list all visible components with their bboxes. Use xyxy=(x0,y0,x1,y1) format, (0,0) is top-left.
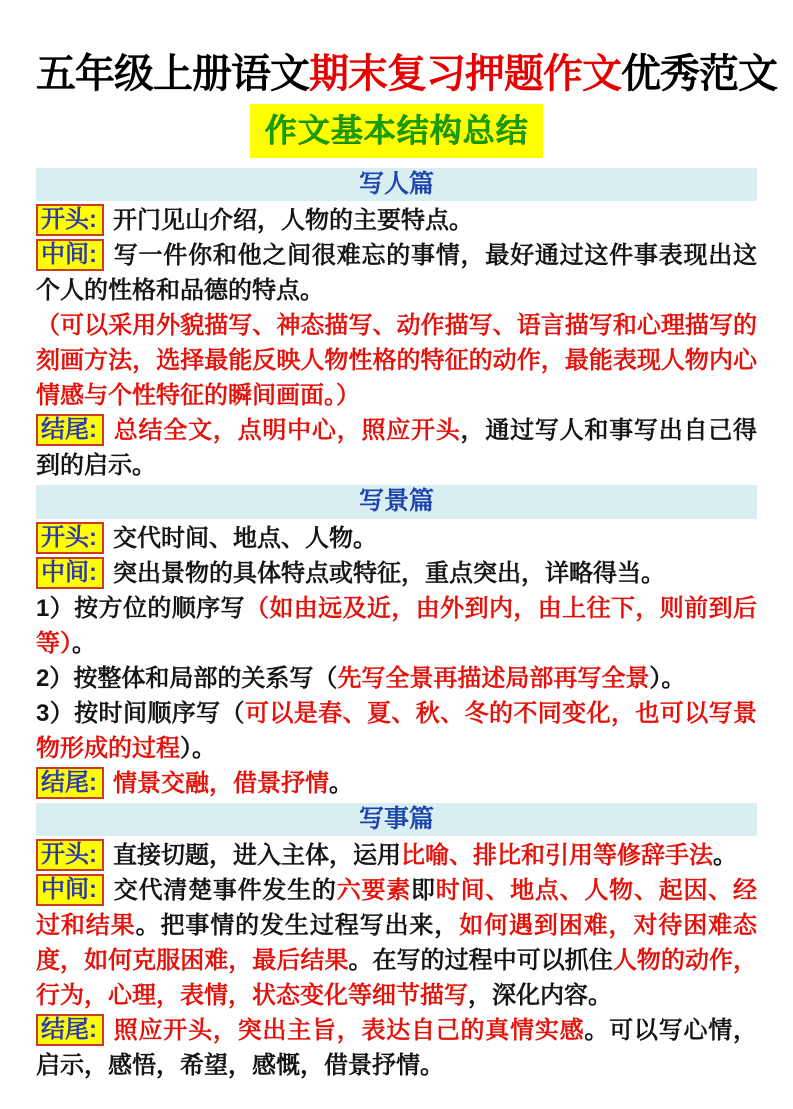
text-segment: （可以采用外貌描写、神态描写、动作描写、语言描写和心理描写的刻画方法，选择最能反映人物性格的特征的动作，最能表现人物内心情感与个性特征的瞬间画面。） xyxy=(36,312,757,410)
paragraph xyxy=(36,521,757,556)
text-segment: 1）按方位的顺序写 xyxy=(36,594,245,622)
paragraph xyxy=(36,413,757,483)
label-badge: 结尾: xyxy=(36,767,104,799)
text-segment: 突出景物的具体特点或特征，重点突出，详略得当。 xyxy=(113,559,665,587)
title-segment: 期末复习押题作文 xyxy=(309,51,621,96)
label-badge: 结尾: xyxy=(36,1014,104,1046)
text-segment: 交代清楚事件发生的 xyxy=(113,877,337,905)
text-segment: 写一件你和他之间很难忘的事情，最好通过这件事表现出这个人的性格和品德的特点。 xyxy=(36,242,757,305)
paragraph xyxy=(36,308,757,413)
paragraph xyxy=(36,838,757,873)
text-segment: 3）按时间顺序写（ xyxy=(36,699,245,727)
paragraph xyxy=(36,873,757,1013)
text-segment: ，通过写人和事写出自己得到的启示。 xyxy=(36,417,758,480)
section-writing-scenery xyxy=(36,485,757,801)
paragraph xyxy=(36,766,757,801)
text-segment: 照应开头，突出主旨，表达自己的真情实感 xyxy=(113,1017,585,1045)
paragraph xyxy=(36,556,757,591)
text-segment: 。把事情的发生过程写出来， xyxy=(135,912,460,940)
text-segment: 人物的动作，行为，心理，表情，状态变化等细节描写 xyxy=(36,947,758,1010)
text-segment: 。 xyxy=(72,629,96,657)
label-badge: 开头: xyxy=(36,204,104,236)
text-segment: 即 xyxy=(411,877,436,905)
text-segment: ，深化内容。 xyxy=(468,982,612,1010)
title-segment: 五年级上册语文 xyxy=(36,51,309,96)
text-segment: 。可以写心情，启示，感悟，希望，感慨，借景抒情。 xyxy=(36,1017,758,1080)
text-segment: 情景交融，借景抒情 xyxy=(113,769,329,797)
text-segment: 如何遇到困难，对待困难态度，如何克服困难，最后结果 xyxy=(36,912,758,975)
page-title xyxy=(36,0,777,98)
text-segment: 。在写的过程中可以抓住 xyxy=(348,947,613,975)
label-badge: 结尾: xyxy=(36,414,104,446)
text-segment: 。 xyxy=(713,842,737,870)
label-badge: 中间: xyxy=(36,557,104,589)
text-segment: ）。 xyxy=(180,734,216,762)
subtitle-wrap xyxy=(36,104,757,158)
text-segment: 2）按整体和局部的关系写（ xyxy=(36,664,338,692)
text-segment: 。 xyxy=(329,769,353,797)
section-header: 写人篇 xyxy=(36,168,757,202)
section-writing-people xyxy=(36,168,757,484)
paragraph xyxy=(36,696,757,766)
text-segment: 先写全景再描述局部再写全景 xyxy=(337,664,650,692)
label-badge: 开头: xyxy=(36,839,104,871)
text-segment: 直接切题，进入主体，运用 xyxy=(113,842,401,870)
section-header: 写事篇 xyxy=(36,803,757,837)
text-segment: 总结全文，点明中心，照应开头 xyxy=(113,417,461,445)
text-segment: 交代时间、地点、人物。 xyxy=(113,524,377,552)
section-writing-events xyxy=(36,803,757,1084)
paragraph xyxy=(36,238,757,308)
label-badge: 开头: xyxy=(36,522,104,554)
paragraph xyxy=(36,661,757,696)
text-segment: 时间、地点、人物、起因、经过和结果 xyxy=(36,877,758,940)
label-badge: 中间: xyxy=(36,874,104,906)
text-segment: 开门见山介绍，人物的主要特点。 xyxy=(113,207,473,235)
paragraph xyxy=(36,203,757,238)
sections-container xyxy=(36,168,757,1084)
page-subtitle: 作文基本结构总结 xyxy=(250,104,542,158)
text-segment: 比喻、排比和引用等修辞手法 xyxy=(401,842,713,870)
title-segment: 优秀范文 xyxy=(621,51,777,96)
text-segment: （如由远及近，由外到内，由上往下，则前到后等） xyxy=(36,594,757,657)
text-segment: 可以是春、夏、秋、冬的不同变化，也可以写景物形成的过程 xyxy=(36,699,757,762)
paragraph xyxy=(36,591,757,661)
paragraph xyxy=(36,1013,757,1083)
text-segment: ）。 xyxy=(649,664,686,692)
text-segment: 六要素 xyxy=(336,877,412,905)
label-badge: 中间: xyxy=(36,239,104,271)
section-header: 写景篇 xyxy=(36,485,757,519)
